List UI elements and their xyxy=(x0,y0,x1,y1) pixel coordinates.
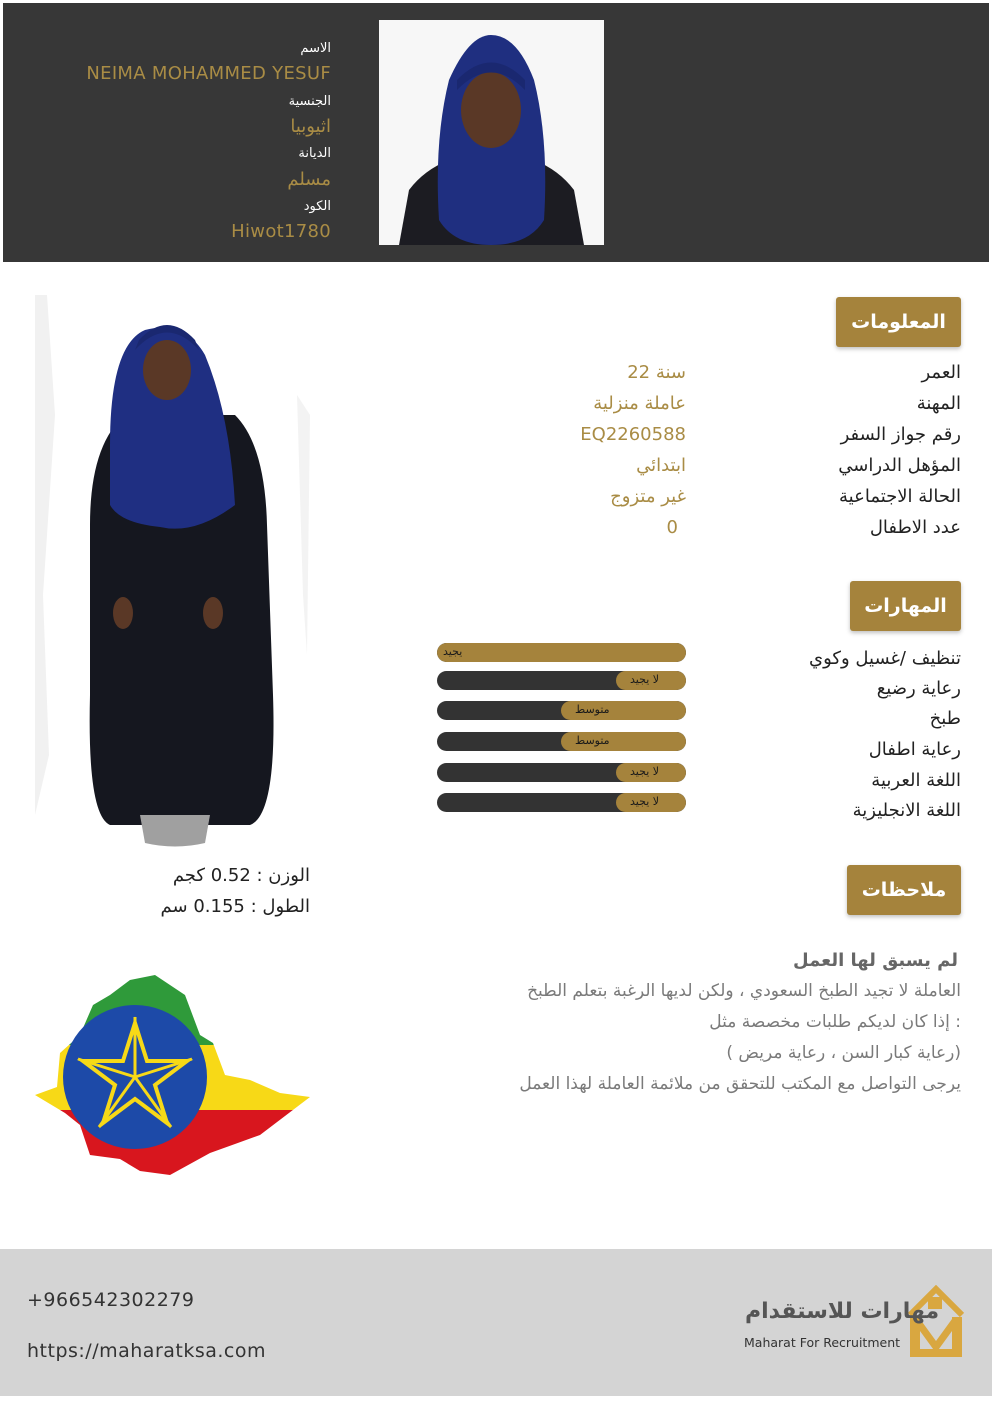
skill-label-english: اللغة الانجليزية xyxy=(852,800,961,821)
website-link[interactable]: https://maharatksa.com xyxy=(27,1340,267,1362)
notes-line: يرجى التواصل مع المكتب للتحقق من ملائمة العاملة لهذا العمل xyxy=(519,1074,961,1094)
logo-arabic-text: مهارات للاستقدام xyxy=(745,1299,940,1324)
ethiopia-flag-map xyxy=(35,975,310,1180)
notes-section-badge: ملاحظات xyxy=(847,865,961,915)
notes-line: العاملة لا تجيد الطبخ السعودي ، ولكن لديها الرغبة بتعلم الطبخ xyxy=(527,981,961,1001)
skill-level-text: لا يجيد xyxy=(630,795,660,808)
name-label: الاسم xyxy=(300,41,331,56)
notes-line: إذا كان لديكم طلبات مخصصة مثل : xyxy=(709,1012,961,1032)
info-value-marital: غير متزوج xyxy=(610,486,686,507)
skill-label-arabic: اللغة العربية xyxy=(871,770,961,791)
skill-bar xyxy=(437,643,686,662)
skill-level-text: يجيد xyxy=(443,645,463,658)
notes-headline: لم يسبق لها العمل xyxy=(793,950,958,971)
skill-bar xyxy=(437,671,686,690)
code-label: الكود xyxy=(303,199,331,214)
nationality-value: اثيوبيا xyxy=(290,116,331,137)
header-details xyxy=(3,3,331,262)
skill-label-cleaning: تنظيف /غسيل وكوي xyxy=(809,648,961,669)
skill-bar xyxy=(437,763,686,782)
info-label-passport: رقم جواز السفر xyxy=(840,424,961,445)
info-value-education: ابتدائي xyxy=(636,455,686,476)
info-value-children: 0 xyxy=(666,517,678,538)
religion-label: الديانة xyxy=(298,146,331,161)
info-value-age: 22 سنة xyxy=(627,362,686,383)
skill-level-text: متوسط xyxy=(575,703,610,716)
weight-text: الوزن : 0.52 كجم xyxy=(172,865,310,886)
skill-bar xyxy=(437,732,686,751)
info-label-age: العمر xyxy=(921,362,961,383)
info-label-marital: الحالة الاجتماعية xyxy=(839,486,961,507)
company-logo xyxy=(742,1285,972,1365)
height-text: الطول : 0.155 سم xyxy=(160,896,310,917)
phone-number[interactable]: +966542302279 xyxy=(27,1289,195,1311)
skills-section-badge: المهارات xyxy=(850,581,961,631)
skill-label-child-care: رعاية اطفال xyxy=(868,739,961,760)
info-label-profession: المهنة xyxy=(916,393,961,414)
skill-level-text: متوسط xyxy=(575,734,610,747)
portrait-photo xyxy=(379,20,604,245)
logo-english-text: Maharat For Recruitment xyxy=(744,1335,901,1350)
skill-level-text: لا يجيد xyxy=(630,765,660,778)
skill-bar xyxy=(437,701,686,720)
skill-bar xyxy=(437,793,686,812)
info-section-badge: المعلومات xyxy=(836,297,961,347)
skill-bar-fill xyxy=(437,643,686,662)
footer xyxy=(0,1249,992,1396)
name-value: NEIMA MOHAMMED YESUF xyxy=(86,63,331,84)
full-body-photo xyxy=(35,295,310,850)
profile-header xyxy=(3,3,989,262)
notes-line: ( رعاية كبار السن ، رعاية مريض) xyxy=(726,1043,961,1063)
code-value: Hiwot1780 xyxy=(231,221,331,242)
info-value-profession: عاملة منزلية xyxy=(593,393,686,414)
info-value-passport: EQ2260588 xyxy=(580,424,686,445)
skill-label-cooking: طبخ xyxy=(929,708,961,729)
info-label-children: عدد الاطفال xyxy=(869,517,961,538)
nationality-label: الجنسية xyxy=(288,94,331,109)
skill-level-text: لا يجيد xyxy=(630,673,660,686)
religion-value: مسلم xyxy=(287,169,331,190)
info-label-education: المؤهل الدراسي xyxy=(838,455,961,476)
skill-label-infant-care: رعاية رضيع xyxy=(876,678,961,699)
